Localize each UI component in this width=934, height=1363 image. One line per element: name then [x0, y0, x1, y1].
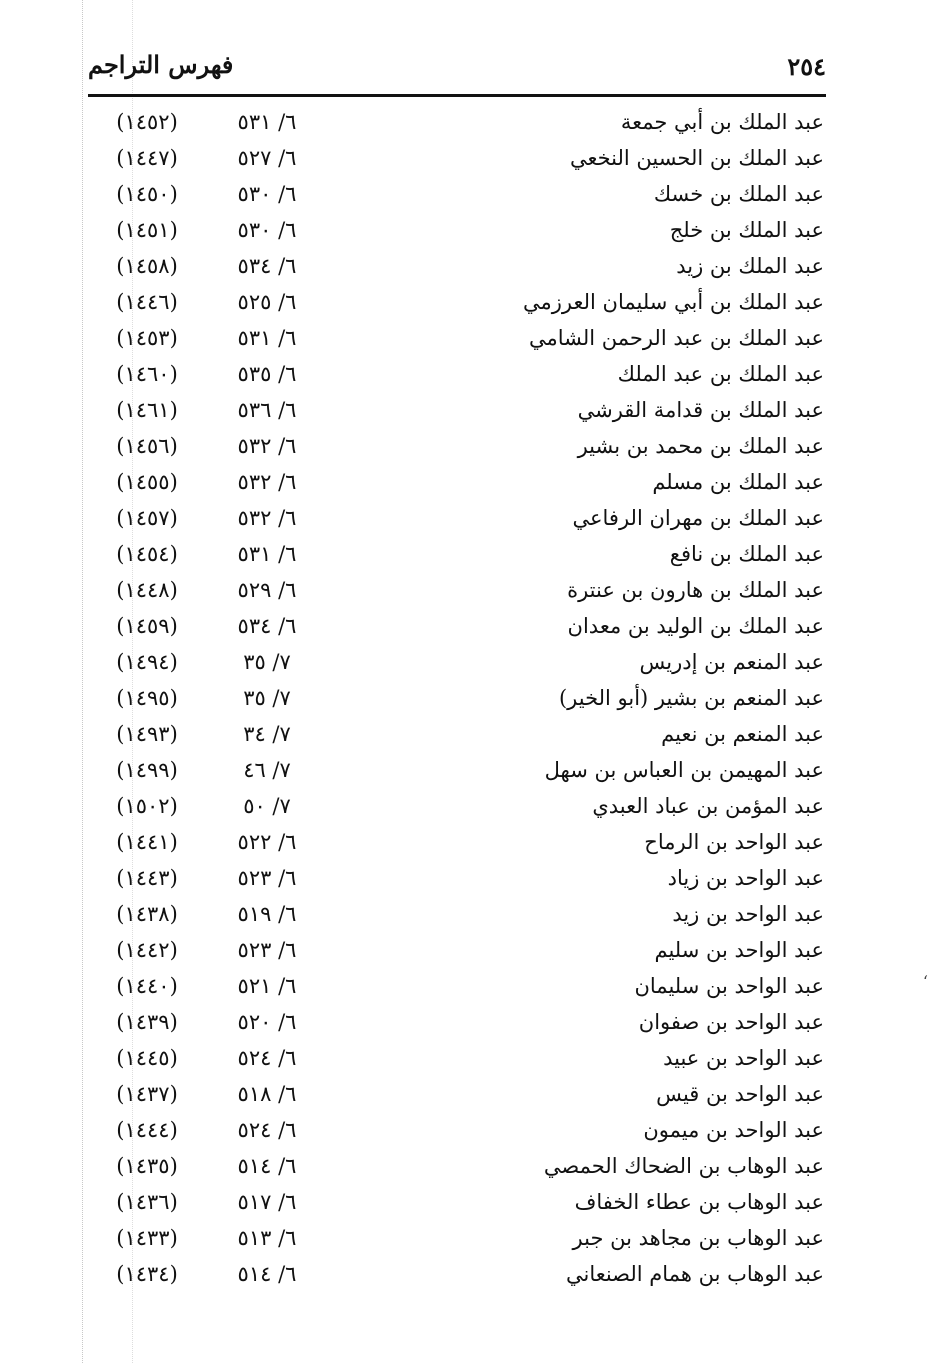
- entry-name: عبد الملك بن أبي سليمان العرزمي: [523, 290, 824, 314]
- entry-volume-page: ٧/ ٥٠: [243, 794, 291, 818]
- index-entry: [0, 576, 934, 612]
- index-entry: [0, 216, 934, 252]
- entry-name: عبد الواحد بن زياد: [667, 866, 824, 890]
- entry-number: (١٤٤٥): [116, 1046, 178, 1070]
- entry-name: عبد الملك بن خلج: [669, 218, 824, 242]
- page-header: [88, 44, 826, 88]
- entry-name: عبد الملك بن أبي جمعة: [620, 110, 824, 134]
- index-entry: [0, 1224, 934, 1260]
- index-entry: [0, 756, 934, 792]
- entry-name: عبد الواحد بن سليمان: [634, 974, 824, 998]
- header-rule: [88, 94, 826, 97]
- entry-number: (١٥٠٢): [116, 794, 178, 818]
- entry-name: عبد المنعم بن نعيم: [661, 722, 824, 746]
- entry-number: (١٤٤٣): [116, 866, 178, 890]
- entry-name: عبد الواحد بن ميمون: [643, 1118, 824, 1142]
- entry-number: (١٤٣٦): [116, 1190, 178, 1214]
- entry-number: (١٤٣٨): [116, 902, 178, 926]
- entry-number: (١٤٩٥): [116, 686, 178, 710]
- entry-name: عبد الملك بن عبد الرحمن الشامي: [528, 326, 824, 350]
- entry-volume-page: ٦/ ٥٣٢: [237, 434, 297, 458]
- entry-number: (١٤٥٤): [116, 542, 178, 566]
- entry-name: عبد المؤمن بن عباد العبدي: [592, 794, 824, 818]
- entry-name: عبد الملك بن قدامة القرشي: [577, 398, 824, 422]
- index-entries: [0, 108, 934, 1296]
- entry-volume-page: ٦/ ٥٢٥: [237, 290, 297, 314]
- entry-name: عبد الملك بن الوليد بن معدان: [567, 614, 824, 638]
- entry-name: عبد المهيمن بن العباس بن سهل: [544, 758, 824, 782]
- entry-volume-page: ٦/ ٥٢٩: [237, 578, 297, 602]
- entry-number: (١٤٣٤): [116, 1262, 178, 1286]
- entry-name: عبد الواحد بن زيد: [672, 902, 824, 926]
- index-entry: [0, 1152, 934, 1188]
- index-entry: [0, 360, 934, 396]
- stray-pen-mark: ʻ: [922, 972, 928, 991]
- index-entry: [0, 648, 934, 684]
- entry-number: (١٤٦١): [116, 398, 178, 422]
- index-entry: [0, 720, 934, 756]
- entry-number: (١٤٥٥): [116, 470, 178, 494]
- index-entry: [0, 792, 934, 828]
- entry-number: (١٤٣٩): [116, 1010, 178, 1034]
- index-entry: [0, 684, 934, 720]
- entry-number: (١٤٤٧): [116, 146, 178, 170]
- entry-volume-page: ٦/ ٥٢٧: [237, 146, 297, 170]
- entry-volume-page: ٦/ ٥٢١: [237, 974, 297, 998]
- index-entry: [0, 324, 934, 360]
- entry-name: عبد الواحد بن سليم: [654, 938, 824, 962]
- entry-volume-page: ٦/ ٥٣٢: [237, 470, 297, 494]
- page-number: ٢٥٤: [787, 52, 826, 81]
- entry-number: (١٤٥٢): [116, 110, 178, 134]
- entry-volume-page: ٦/ ٥٣١: [237, 542, 297, 566]
- entry-number: (١٤٣٣): [116, 1226, 178, 1250]
- index-entry: [0, 828, 934, 864]
- index-entry: [0, 1260, 934, 1296]
- entry-number: (١٤٤٠): [116, 974, 178, 998]
- running-title: فهرس التراجم: [88, 50, 234, 79]
- entry-name: عبد المنعم بن إدريس: [639, 650, 824, 674]
- entry-name: عبد الواحد بن عبيد: [663, 1046, 824, 1070]
- entry-name: عبد الملك بن محمد بن بشير: [577, 434, 824, 458]
- entry-name: عبد الواحد بن قيس: [656, 1082, 824, 1106]
- entry-volume-page: ٦/ ٥٢٤: [237, 1046, 297, 1070]
- entry-number: (١٤٥٧): [116, 506, 178, 530]
- index-entry: [0, 108, 934, 144]
- entry-number: (١٤٤٤): [116, 1118, 178, 1142]
- index-entry: [0, 1008, 934, 1044]
- entry-name: عبد الوهاب بن عطاء الخفاف: [574, 1190, 824, 1214]
- entry-number: (١٤٤٦): [116, 290, 178, 314]
- entry-name: عبد الوهاب بن همام الصنعاني: [565, 1262, 824, 1286]
- entry-volume-page: ٦/ ٥٣١: [237, 326, 297, 350]
- index-entry: [0, 288, 934, 324]
- entry-number: (١٤٤١): [116, 830, 178, 854]
- entry-volume-page: ٦/ ٥١٧: [237, 1190, 297, 1214]
- entry-name: عبد المنعم بن بشير (أبو الخير): [558, 686, 824, 710]
- entry-number: (١٤٥٣): [116, 326, 178, 350]
- entry-volume-page: ٦/ ٥١٣: [237, 1226, 297, 1250]
- entry-volume-page: ٦/ ٥٣٦: [237, 398, 297, 422]
- index-entry: [0, 252, 934, 288]
- index-entry: [0, 612, 934, 648]
- entry-name: عبد الملك بن خسك: [653, 182, 824, 206]
- index-entry: [0, 468, 934, 504]
- entry-volume-page: ٦/ ٥٢٤: [237, 1118, 297, 1142]
- index-entry: [0, 972, 934, 1008]
- entry-volume-page: ٦/ ٥١٤: [237, 1154, 297, 1178]
- entry-number: (١٤٤٨): [116, 578, 178, 602]
- entry-name: عبد الملك بن مهران الرفاعي: [572, 506, 824, 530]
- entry-volume-page: ٦/ ٥٣٤: [237, 614, 297, 638]
- entry-name: عبد الملك بن الحسين النخعي: [569, 146, 824, 170]
- entry-volume-page: ٦/ ٥١٩: [237, 902, 297, 926]
- entry-volume-page: ٦/ ٥٣٠: [237, 218, 297, 242]
- entry-volume-page: ٧/ ٣٥: [243, 650, 291, 674]
- entry-volume-page: ٧/ ٤٦: [243, 758, 291, 782]
- entry-volume-page: ٦/ ٥٢٠: [237, 1010, 297, 1034]
- entry-volume-page: ٦/ ٥٣١: [237, 110, 297, 134]
- entry-volume-page: ٦/ ٥٣٢: [237, 506, 297, 530]
- entry-number: (١٤٤٢): [116, 938, 178, 962]
- index-entry: [0, 396, 934, 432]
- index-entry: [0, 1188, 934, 1224]
- index-entry: [0, 540, 934, 576]
- index-entry: [0, 180, 934, 216]
- entry-volume-page: ٦/ ٥١٨: [237, 1082, 297, 1106]
- index-entry: [0, 864, 934, 900]
- entry-name: عبد الملك بن زيد: [676, 254, 824, 278]
- entry-name: عبد الواحد بن الرماح: [644, 830, 824, 854]
- entry-number: (١٤٥٦): [116, 434, 178, 458]
- entry-number: (١٤٦٠): [116, 362, 178, 386]
- entry-volume-page: ٦/ ٥٣٤: [237, 254, 297, 278]
- entry-name: عبد الملك بن عبد الملك: [617, 362, 824, 386]
- entry-number: (١٤٩٩): [116, 758, 178, 782]
- entry-volume-page: ٧/ ٣٥: [243, 686, 291, 710]
- entry-volume-page: ٦/ ٥٣٠: [237, 182, 297, 206]
- entry-volume-page: ٦/ ٥٢٣: [237, 938, 297, 962]
- index-entry: [0, 144, 934, 180]
- index-entry: [0, 1116, 934, 1152]
- entry-number: (١٤٩٣): [116, 722, 178, 746]
- entry-number: (١٤٣٧): [116, 1082, 178, 1106]
- entry-name: عبد الملك بن نافع: [669, 542, 824, 566]
- entry-number: (١٤٥١): [116, 218, 178, 242]
- entry-name: عبد الوهاب بن الضحاك الحمصي: [543, 1154, 824, 1178]
- entry-number: (١٤٥٠): [116, 182, 178, 206]
- entry-volume-page: ٦/ ٥٣٥: [237, 362, 297, 386]
- index-entry: [0, 1044, 934, 1080]
- entry-name: عبد الوهاب بن مجاهد بن جبر: [572, 1226, 824, 1250]
- index-entry: [0, 900, 934, 936]
- entry-number: (١٤٩٤): [116, 650, 178, 674]
- index-entry: [0, 936, 934, 972]
- entry-number: (١٤٣٥): [116, 1154, 178, 1178]
- entry-name: عبد الواحد بن صفوان: [638, 1010, 824, 1034]
- entry-name: عبد الملك بن مسلم: [652, 470, 824, 494]
- entry-volume-page: ٧/ ٣٤: [243, 722, 291, 746]
- index-entry: [0, 432, 934, 468]
- entry-volume-page: ٦/ ٥٢٢: [237, 830, 297, 854]
- entry-name: عبد الملك بن هارون بن عنترة: [567, 578, 824, 602]
- entry-number: (١٤٥٩): [116, 614, 178, 638]
- entry-volume-page: ٦/ ٥١٤: [237, 1262, 297, 1286]
- entry-volume-page: ٦/ ٥٢٣: [237, 866, 297, 890]
- index-entry: [0, 1080, 934, 1116]
- entry-number: (١٤٥٨): [116, 254, 178, 278]
- index-entry: [0, 504, 934, 540]
